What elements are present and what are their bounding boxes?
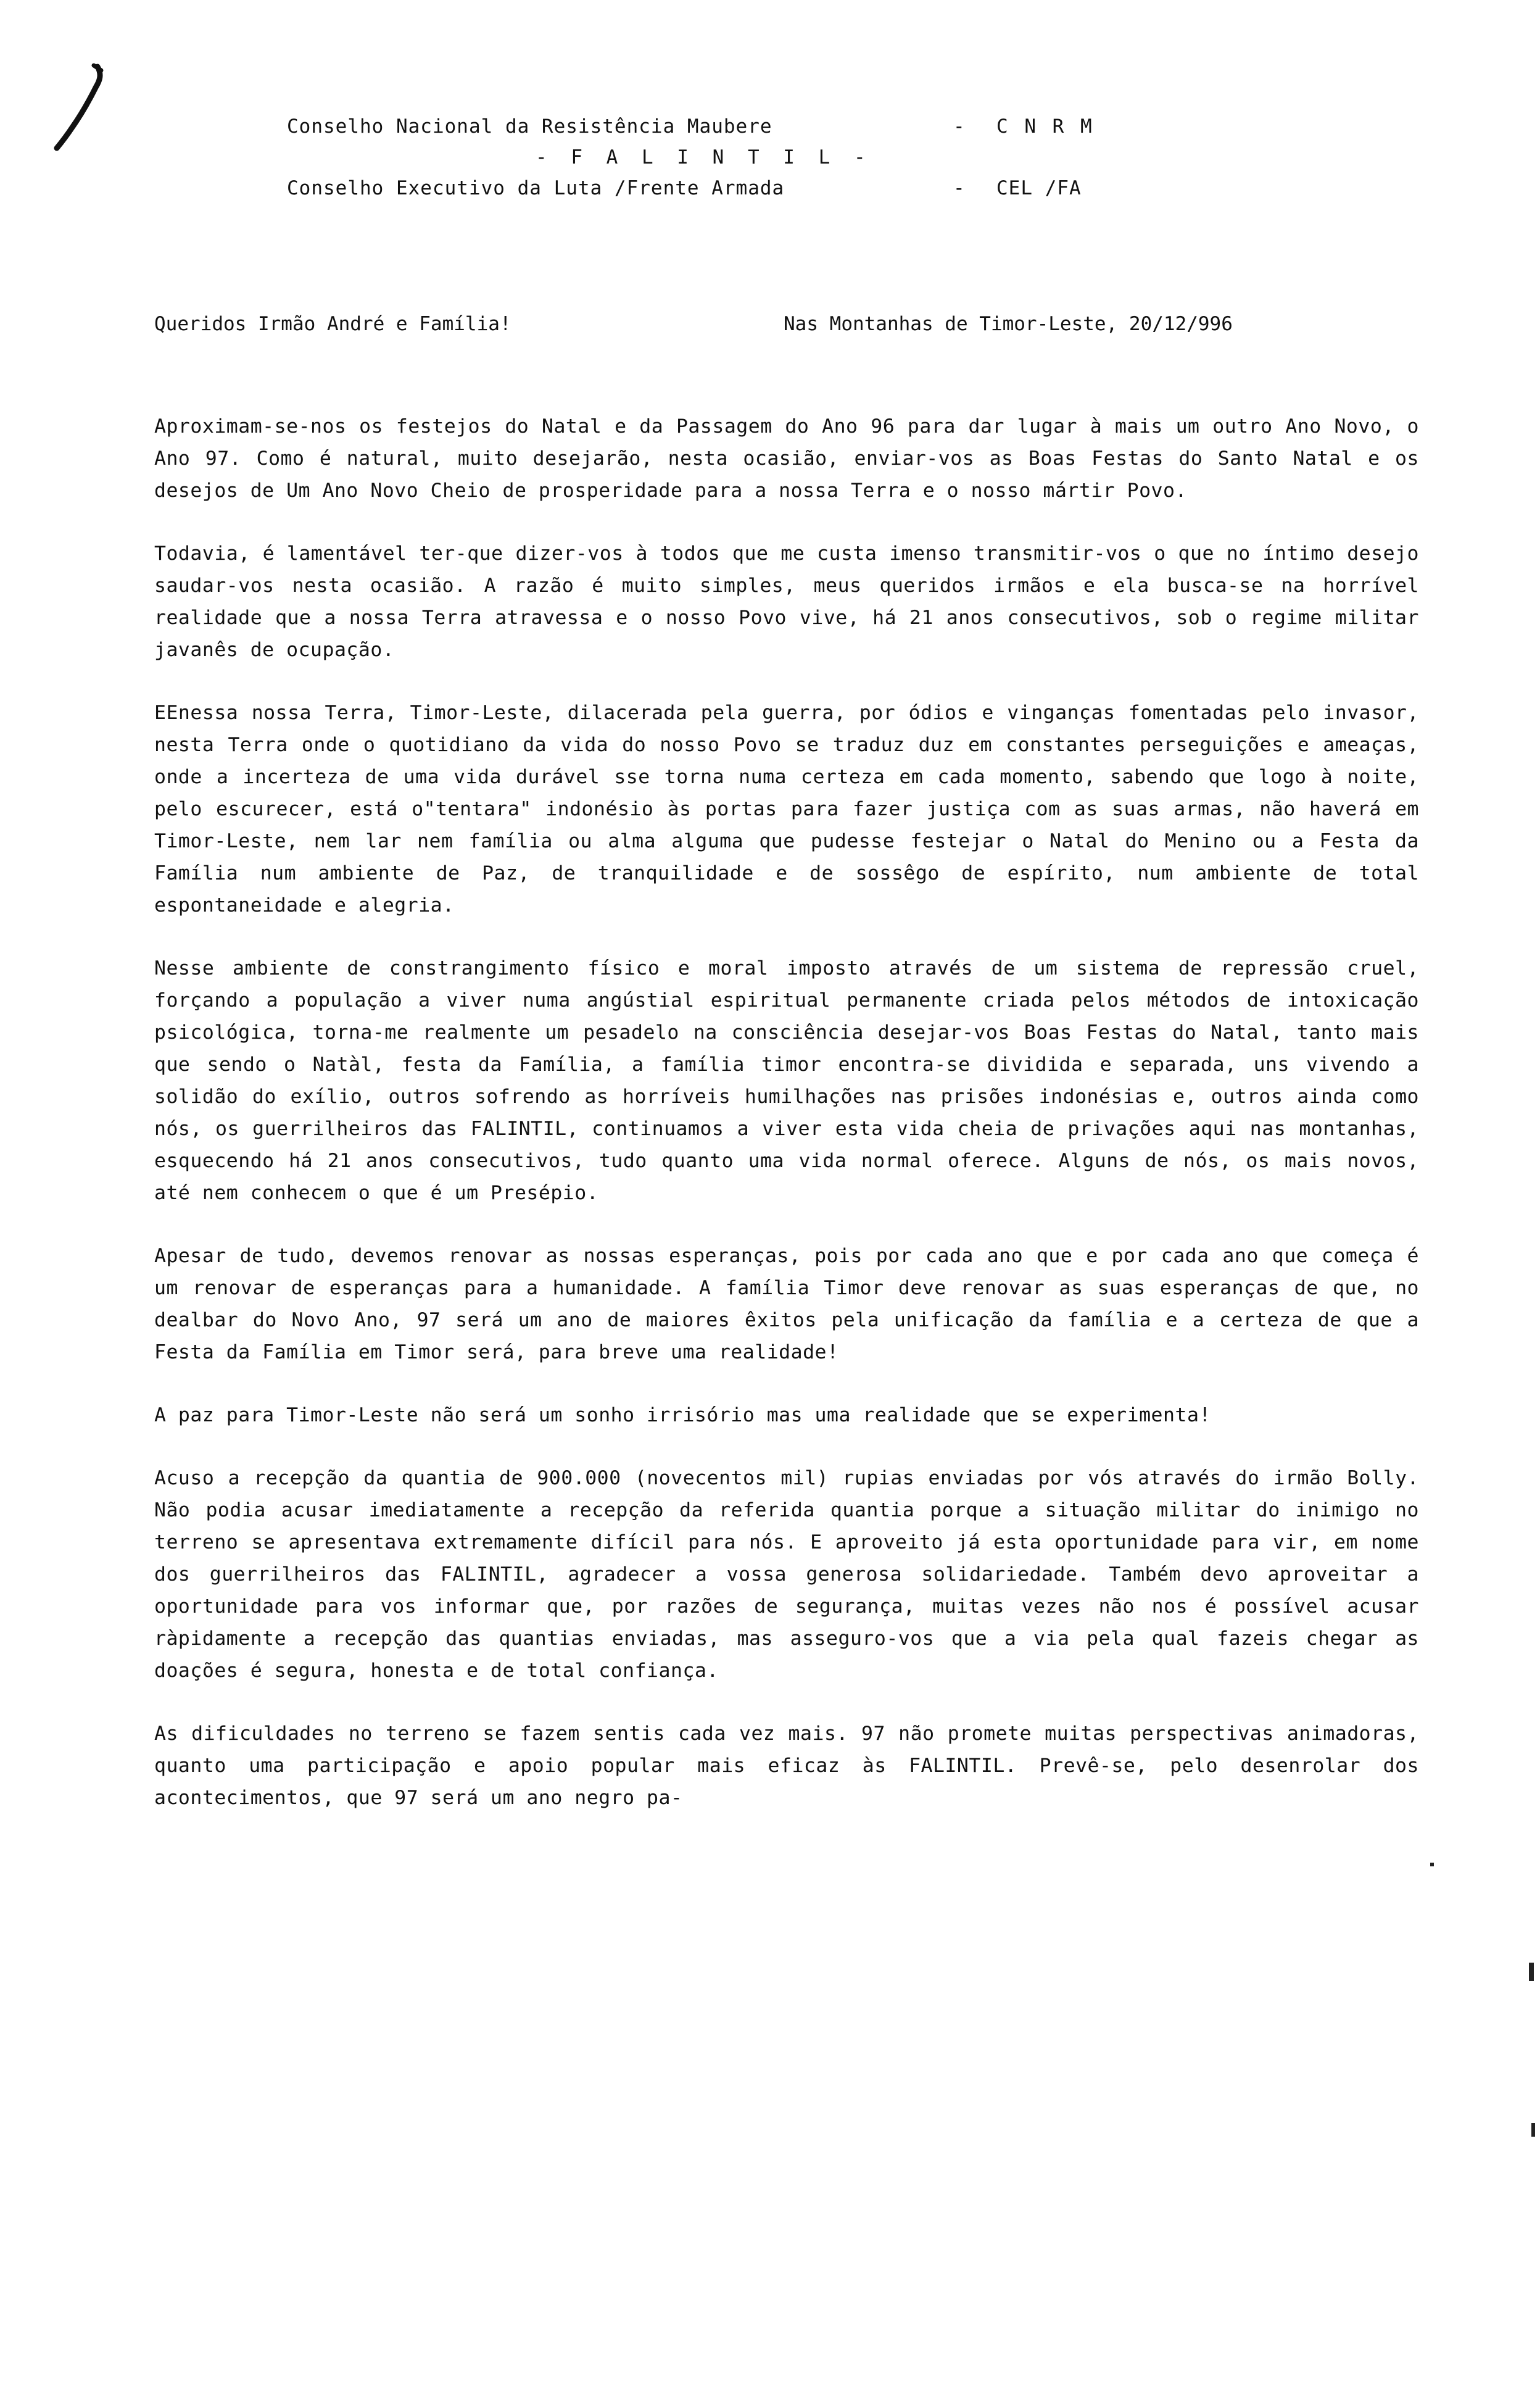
paragraph: A paz para Timor-Leste não será um sonho irrisório mas uma realidade que se experimenta!: [154, 1404, 1211, 1426]
paragraph: Apesar de tudo, devemos renovar as nossas esperanças, pois por cada ano que e por cada ano que começa é um renovar de esperanças para a humanidade. A família Timor deve renovar as suas esperanças de que, no dealbar do Novo Ano, 97 será um ano de maiores êxitos pela unificação da família e a certeza de que a Festa da Família em Timor será, para breve uma realidade!: [154, 1245, 1419, 1363]
letterhead-acronym: C N R M: [996, 115, 1095, 138]
letterhead-falintil: - F A L I N T I L -: [536, 146, 872, 168]
letterhead-separator: -: [953, 115, 966, 138]
paragraph: EEnessa nossa Terra, Timor-Leste, dilacerada pela guerra, por ódios e vinganças fomentadas pelo invasor, nesta Terra onde o quotidiano da vida do nosso Povo se traduz duz em constantes perseguições e ameaças, onde a incerteza de uma vida durável sse torna numa certeza em cada momento, sabendo que logo à noite, pelo escurecer, está o"tentara" indonésio às portas para fazer justiça com as suas armas, não haverá em Timor-Leste, nem lar nem família ou alma alguma que pudesse festejar o Natal do Menino ou a Festa da Família num ambiente de Paz, de tranquilidade e de sossêgo de espírito, num ambiente de total espontaneidade e alegria.: [154, 702, 1419, 917]
paragraph: Aproximam-se-nos os festejos do Natal e da Passagem do Ano 96 para dar lugar à mais um outro Ano Novo, o Ano 97. Como é natural, muito desejarão, nesta ocasião, enviar-vos as Boas Festas do Santo Natal e os desejos de Um Ano Novo Cheio de prosperidade para a nossa Terra e o nosso mártir Povo.: [154, 415, 1419, 502]
letter-body: [154, 410, 1419, 1814]
scan-edge-mark: [1430, 1863, 1434, 1866]
scan-edge-mark: [1531, 2123, 1535, 2137]
letterhead-separator-2: -: [953, 177, 966, 199]
scan-edge-mark: [1529, 1963, 1534, 1981]
paragraph: Acuso a recepção da quantia de 900.000 (novecentos mil) rupias enviadas por vós através do irmão Bolly. Não podia acusar imediatamente a recepção da referida quantia porque a situação militar do inimigo no terreno se apresentava extremamente difícil para nós. E aproveito já esta oportunidade para vir, em nome dos guerrilheiros das FALINTIL, agradecer a vossa generosa solidariedade. Também devo aproveitar a oportunidade para vos informar que, por razões de segurança, muitas vezes não nos é possível acusar ràpidamente a recepção das quantias enviadas, mas asseguro-vos que a via pela qual fazeis chegar as doações é segura, honesta e de total confiança.: [154, 1467, 1419, 1682]
place-and-date: Nas Montanhas de Timor-Leste, 20/12/996: [784, 313, 1233, 335]
salutation: Queridos Irmão André e Família!: [154, 313, 511, 335]
paragraph: Todavia, é lamentável ter-que dizer-vos à todos que me custa imenso transmitir-vos o que no íntimo desejo saudar-vos nesta ocasião. A razão é muito simples, meus queridos irmãos e ela busca-se na horrível realidade que a nossa Terra atravessa e o nosso Povo vive, há 21 anos consecutivos, sob o regime militar javanês de ocupação.: [154, 543, 1419, 661]
paragraph: As dificuldades no terreno se fazem sentis cada vez mais. 97 não promete muitas perspectivas animadoras, quanto uma participação e apoio popular mais eficaz às FALINTIL. Prevê-se, pelo desenrolar dos acontecimentos, que 97 será um ano negro pa-: [154, 1723, 1419, 1809]
letterhead-council-name: Conselho Nacional da Resistência Maubere: [287, 115, 772, 138]
handwritten-slash-mark: [43, 62, 117, 154]
letterhead-executive-council: Conselho Executivo da Luta /Frente Armada: [287, 177, 785, 199]
paragraph: Nesse ambiente de constrangimento físico e moral imposto através de um sistema de repressão cruel, forçando a população a viver numa angústial espiritual permanente criada pelos métodos de intoxicação psicológica, torna-me realmente um pesadelo na consciência desejar-vos Boas Festas do Natal, tanto mais que sendo o Natàl, festa da Família, a família timor encontra-se dividida e separada, uns vivendo a solidão do exílio, outros sofrendo as horríveis humilhações nas prisões indonésias e, outros ainda como nós, os guerrilheiros das FALINTIL, continuamos a viver esta vida cheia de privações aqui nas montanhas, esquecendo há 21 anos consecutivos, tudo quanto uma vida normal oferece. Alguns de nós, os mais novos, até nem conhecem o que é um Presépio.: [154, 957, 1419, 1204]
letterhead-acronym-2: CEL /FA: [996, 177, 1082, 199]
